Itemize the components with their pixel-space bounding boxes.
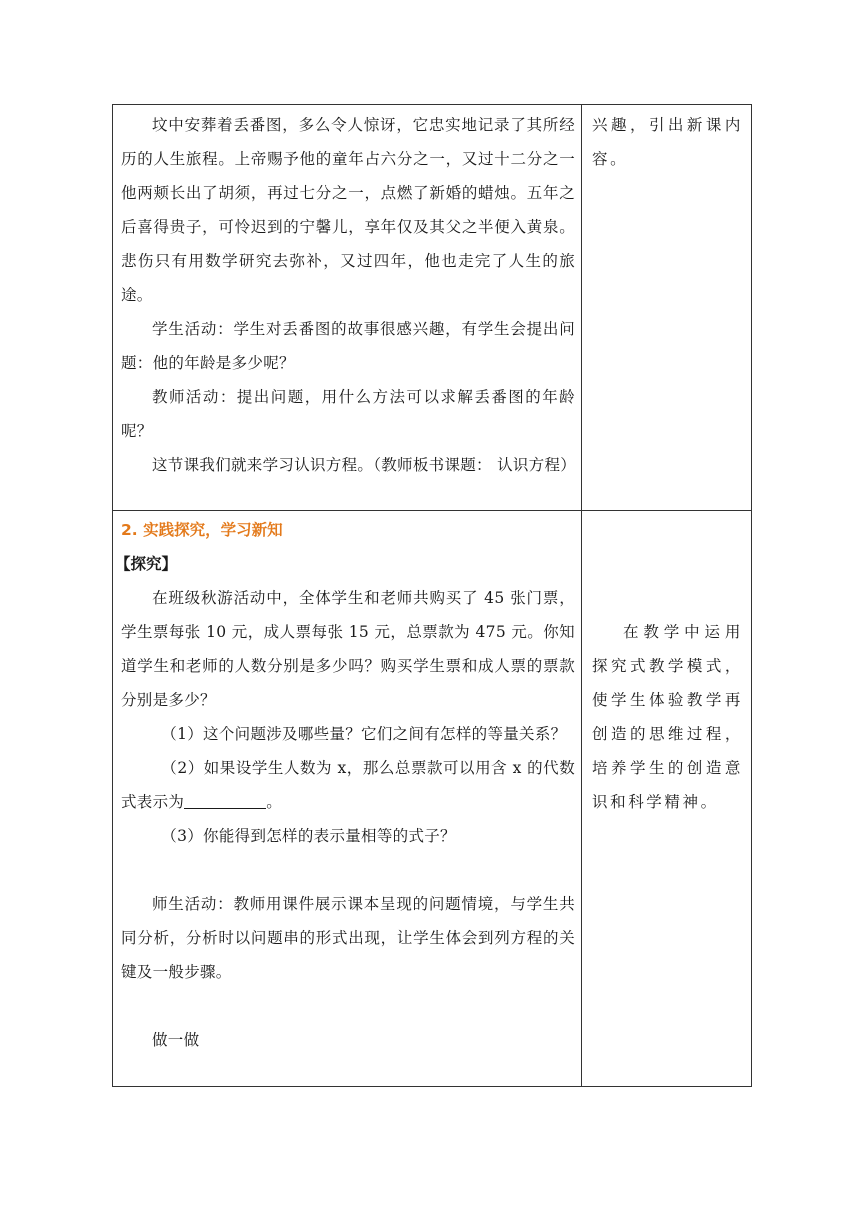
- content-cell: [113, 511, 582, 1087]
- question-3: （3）你能得到怎样的表示量相等的式子？: [161, 827, 456, 845]
- section-title: 2. 实践探究，学习新知: [121, 521, 283, 539]
- question-2-end: 。: [266, 793, 283, 811]
- student-activity: 学生活动：学生对丢番图的故事很感兴趣，有学生会提出问题：他的年龄是多少呢？: [121, 320, 575, 372]
- spacer: [113, 853, 581, 887]
- question-1: （1）这个问题涉及哪些量？它们之间有怎样的等量关系？: [161, 725, 567, 743]
- design-intent-cell: [582, 105, 752, 511]
- explore-label: 【探究】: [115, 555, 178, 573]
- lesson-plan-table: [112, 104, 752, 1087]
- question-2-text: （2）如果设学生人数为 x，那么总票款可以用含 x 的代数式表示为: [121, 759, 575, 811]
- table-row: [113, 511, 752, 1087]
- lesson-intro: 这节课我们就来学习认识方程。（教师板书课题： 认识方程）: [152, 456, 577, 474]
- design-intent-note: 在教学中运用探究式教学模式，使学生体验教学再创造的思维过程，培养学生的创造意识和科学精神。: [592, 623, 743, 811]
- teacher-activity: 教师活动：提出问题，用什么方法可以求解丢番图的年龄呢？: [121, 388, 575, 440]
- diophantus-story: 坟中安葬着丢番图，多么令人惊讶，它忠实地记录了其所经历的人生旅程。上帝赐予他的童年占六分之一，又过十二分之一他两颊长出了胡须，再过七分之一，点燃了新婚的蜡烛。五年之后喜得贵子，可怜迟到的宁馨儿，享年仅及其父之半便入黄泉。悲伤只有用数学研究去弥补，又过四年，他也走完了人生的旅途。: [121, 116, 575, 304]
- problem-text: 在班级秋游活动中，全体学生和老师共购买了 45 张门票，学生票每张 10 元，成人票每张 15 元，总票款为 475 元。你知道学生和老师的人数分别是多少吗？购买学生票和成人票的票款分别是多少？: [121, 589, 575, 709]
- class-activity: 师生活动：教师用课件展示课本呈现的问题情境，与学生共同分析，分析时以问题串的形式出现，让学生体会到列方程的关键及一般步骤。: [121, 895, 575, 981]
- question-2: [113, 751, 581, 819]
- content-cell: [113, 105, 582, 511]
- spacer: [113, 989, 581, 1023]
- design-intent-cell: [582, 511, 752, 1087]
- answer-blank: [184, 792, 266, 809]
- design-intent-note: 兴趣，引出新课内容。: [592, 116, 743, 168]
- practice-label: 做一做: [152, 1031, 200, 1049]
- table-row: [113, 105, 752, 511]
